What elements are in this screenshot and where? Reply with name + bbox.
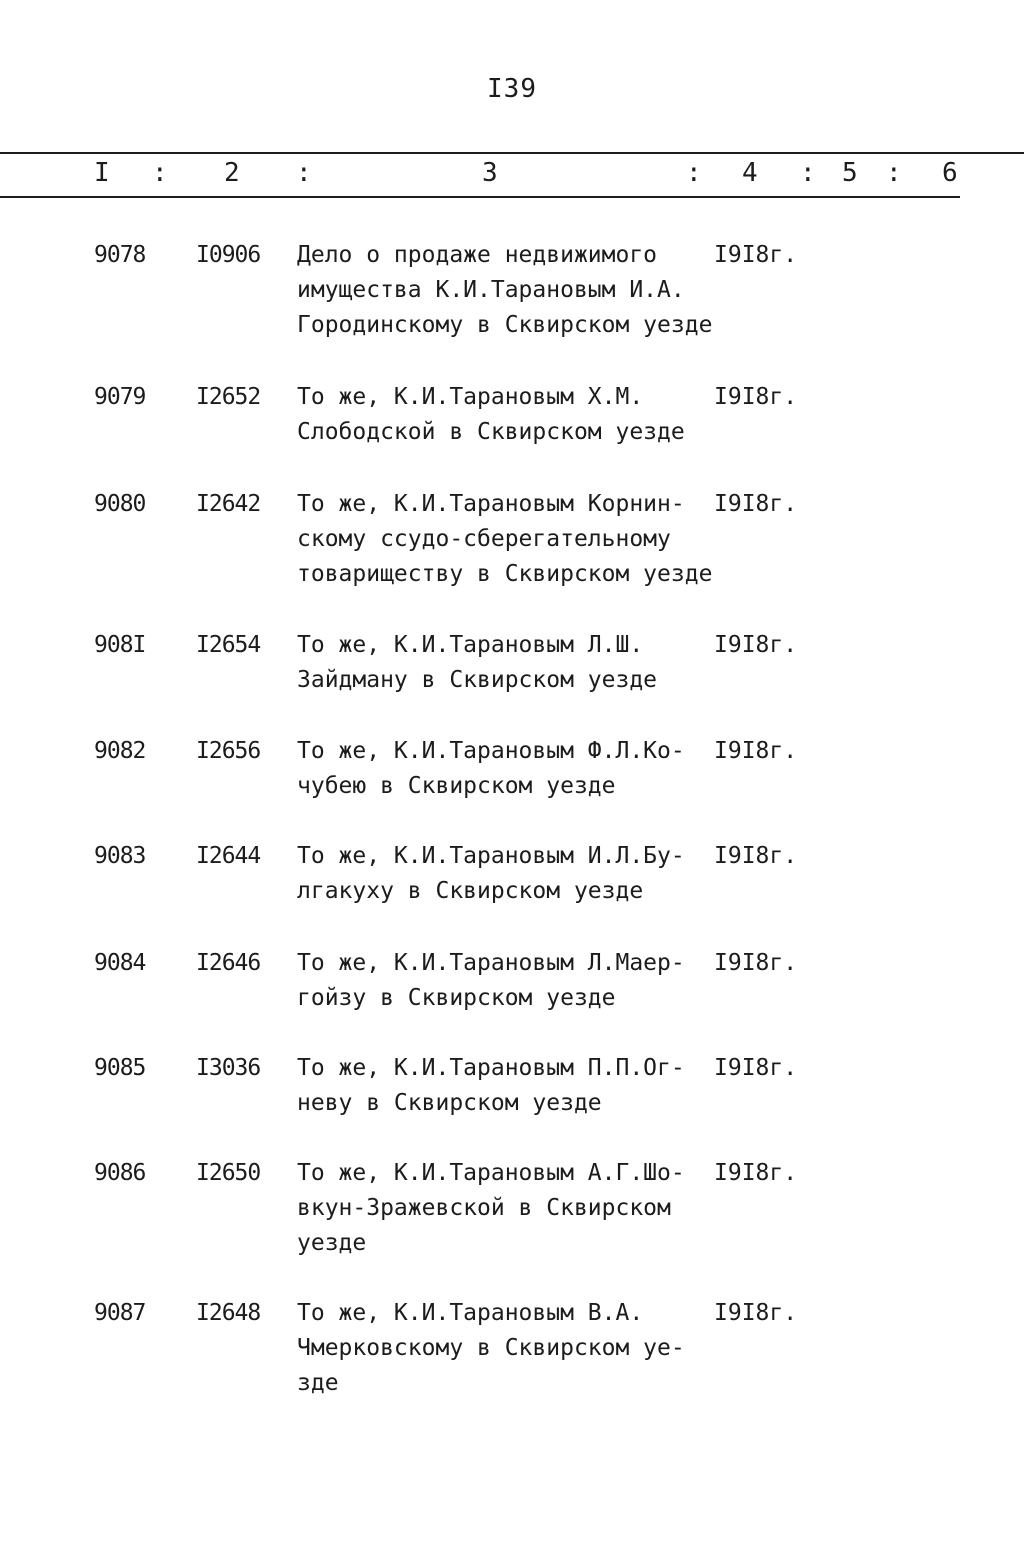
- old-number: I2654: [196, 632, 261, 658]
- case-title: [297, 1156, 717, 1261]
- old-number: I3036: [196, 1055, 261, 1081]
- case-title-line: Чмерковскому в Сквирском уе-: [297, 1335, 685, 1361]
- case-title: [297, 628, 717, 698]
- case-title-line: То же, К.И.Тарановым А.Г.Шо-: [297, 1160, 685, 1186]
- case-title: [297, 1051, 717, 1121]
- header-col-3: 3: [482, 158, 498, 188]
- header-col-1: I: [94, 158, 110, 188]
- header-separator: :: [886, 158, 902, 188]
- case-title-line: Городинскому в Сквирском уезде: [297, 312, 713, 338]
- case-title-line: чубею в Сквирском уезде: [297, 773, 616, 799]
- inventory-number: 9086: [94, 1160, 146, 1186]
- case-date: I9I8г.: [714, 384, 798, 410]
- case-title-line: То же, К.И.Тарановым И.Л.Бу-: [297, 843, 685, 869]
- case-title-line: скому ссудо-сберегательному: [297, 526, 671, 552]
- case-title-line: лгакуху в Сквирском уезде: [297, 878, 644, 904]
- case-title: [297, 839, 717, 909]
- case-title-line: То же, К.И.Тарановым П.П.Ог-: [297, 1055, 685, 1081]
- case-title-line: То же, К.И.Тарановым Х.М.: [297, 384, 644, 410]
- case-title: [297, 487, 717, 592]
- header-top-rule: [0, 152, 1024, 154]
- case-title: [297, 734, 717, 804]
- inventory-number: 9085: [94, 1055, 146, 1081]
- case-date: I9I8г.: [714, 950, 798, 976]
- case-title-line: Зайдману в Сквирском уезде: [297, 667, 658, 693]
- case-title: [297, 1296, 717, 1401]
- old-number: I2656: [196, 738, 261, 764]
- inventory-number: 908I: [94, 632, 146, 658]
- old-number: I2642: [196, 491, 261, 517]
- header-separator: :: [800, 158, 816, 188]
- case-date: I9I8г.: [714, 632, 798, 658]
- header-separator: :: [686, 158, 702, 188]
- case-date: I9I8г.: [714, 738, 798, 764]
- case-title-line: То же, К.И.Тарановым Л.Ш.: [297, 632, 644, 658]
- old-number: I2650: [196, 1160, 261, 1186]
- case-title-line: зде: [297, 1370, 339, 1396]
- header-col-5: 5: [842, 158, 858, 188]
- case-title-line: имущества К.И.Тарановым И.А.: [297, 277, 685, 303]
- case-title-line: То же, К.И.Тарановым Л.Маер-: [297, 950, 685, 976]
- case-title-line: вкун-Зражевской в Сквирском: [297, 1195, 671, 1221]
- header-bottom-rule: [0, 196, 960, 198]
- old-number: I2652: [196, 384, 261, 410]
- old-number: I2646: [196, 950, 261, 976]
- inventory-number: 9084: [94, 950, 146, 976]
- header-col-6: 6: [942, 158, 958, 188]
- inventory-number: 9082: [94, 738, 146, 764]
- inventory-number: 9087: [94, 1300, 146, 1326]
- case-title: [297, 238, 717, 343]
- case-title-line: Слободской в Сквирском уезде: [297, 419, 685, 445]
- case-title-line: То же, К.И.Тарановым В.А.: [297, 1300, 644, 1326]
- case-title-line: То же, К.И.Тарановым Корнин-: [297, 491, 685, 517]
- inventory-number: 9079: [94, 384, 146, 410]
- old-number: I0906: [196, 242, 261, 268]
- case-date: I9I8г.: [714, 242, 798, 268]
- inventory-number: 9078: [94, 242, 146, 268]
- header-separator: :: [152, 158, 168, 188]
- case-title-line: уезде: [297, 1230, 367, 1256]
- case-date: I9I8г.: [714, 1160, 798, 1186]
- case-title-line: товариществу в Сквирском уезде: [297, 561, 713, 587]
- case-date: I9I8г.: [714, 1300, 798, 1326]
- header-col-2: 2: [224, 158, 240, 188]
- page-number: I39: [487, 74, 537, 104]
- case-title-line: То же, К.И.Тарановым Ф.Л.Ко-: [297, 738, 685, 764]
- case-title: [297, 380, 717, 450]
- header-col-4: 4: [742, 158, 758, 188]
- case-title: [297, 946, 717, 1016]
- case-title-line: Дело о продаже недвижимого: [297, 242, 658, 268]
- case-title-line: гойзу в Сквирском уезде: [297, 985, 616, 1011]
- header-separator: :: [296, 158, 312, 188]
- inventory-number: 9083: [94, 843, 146, 869]
- case-title-line: неву в Сквирском уезде: [297, 1090, 602, 1116]
- case-date: I9I8г.: [714, 1055, 798, 1081]
- case-date: I9I8г.: [714, 843, 798, 869]
- inventory-number: 9080: [94, 491, 146, 517]
- old-number: I2644: [196, 843, 261, 869]
- old-number: I2648: [196, 1300, 261, 1326]
- case-date: I9I8г.: [714, 491, 798, 517]
